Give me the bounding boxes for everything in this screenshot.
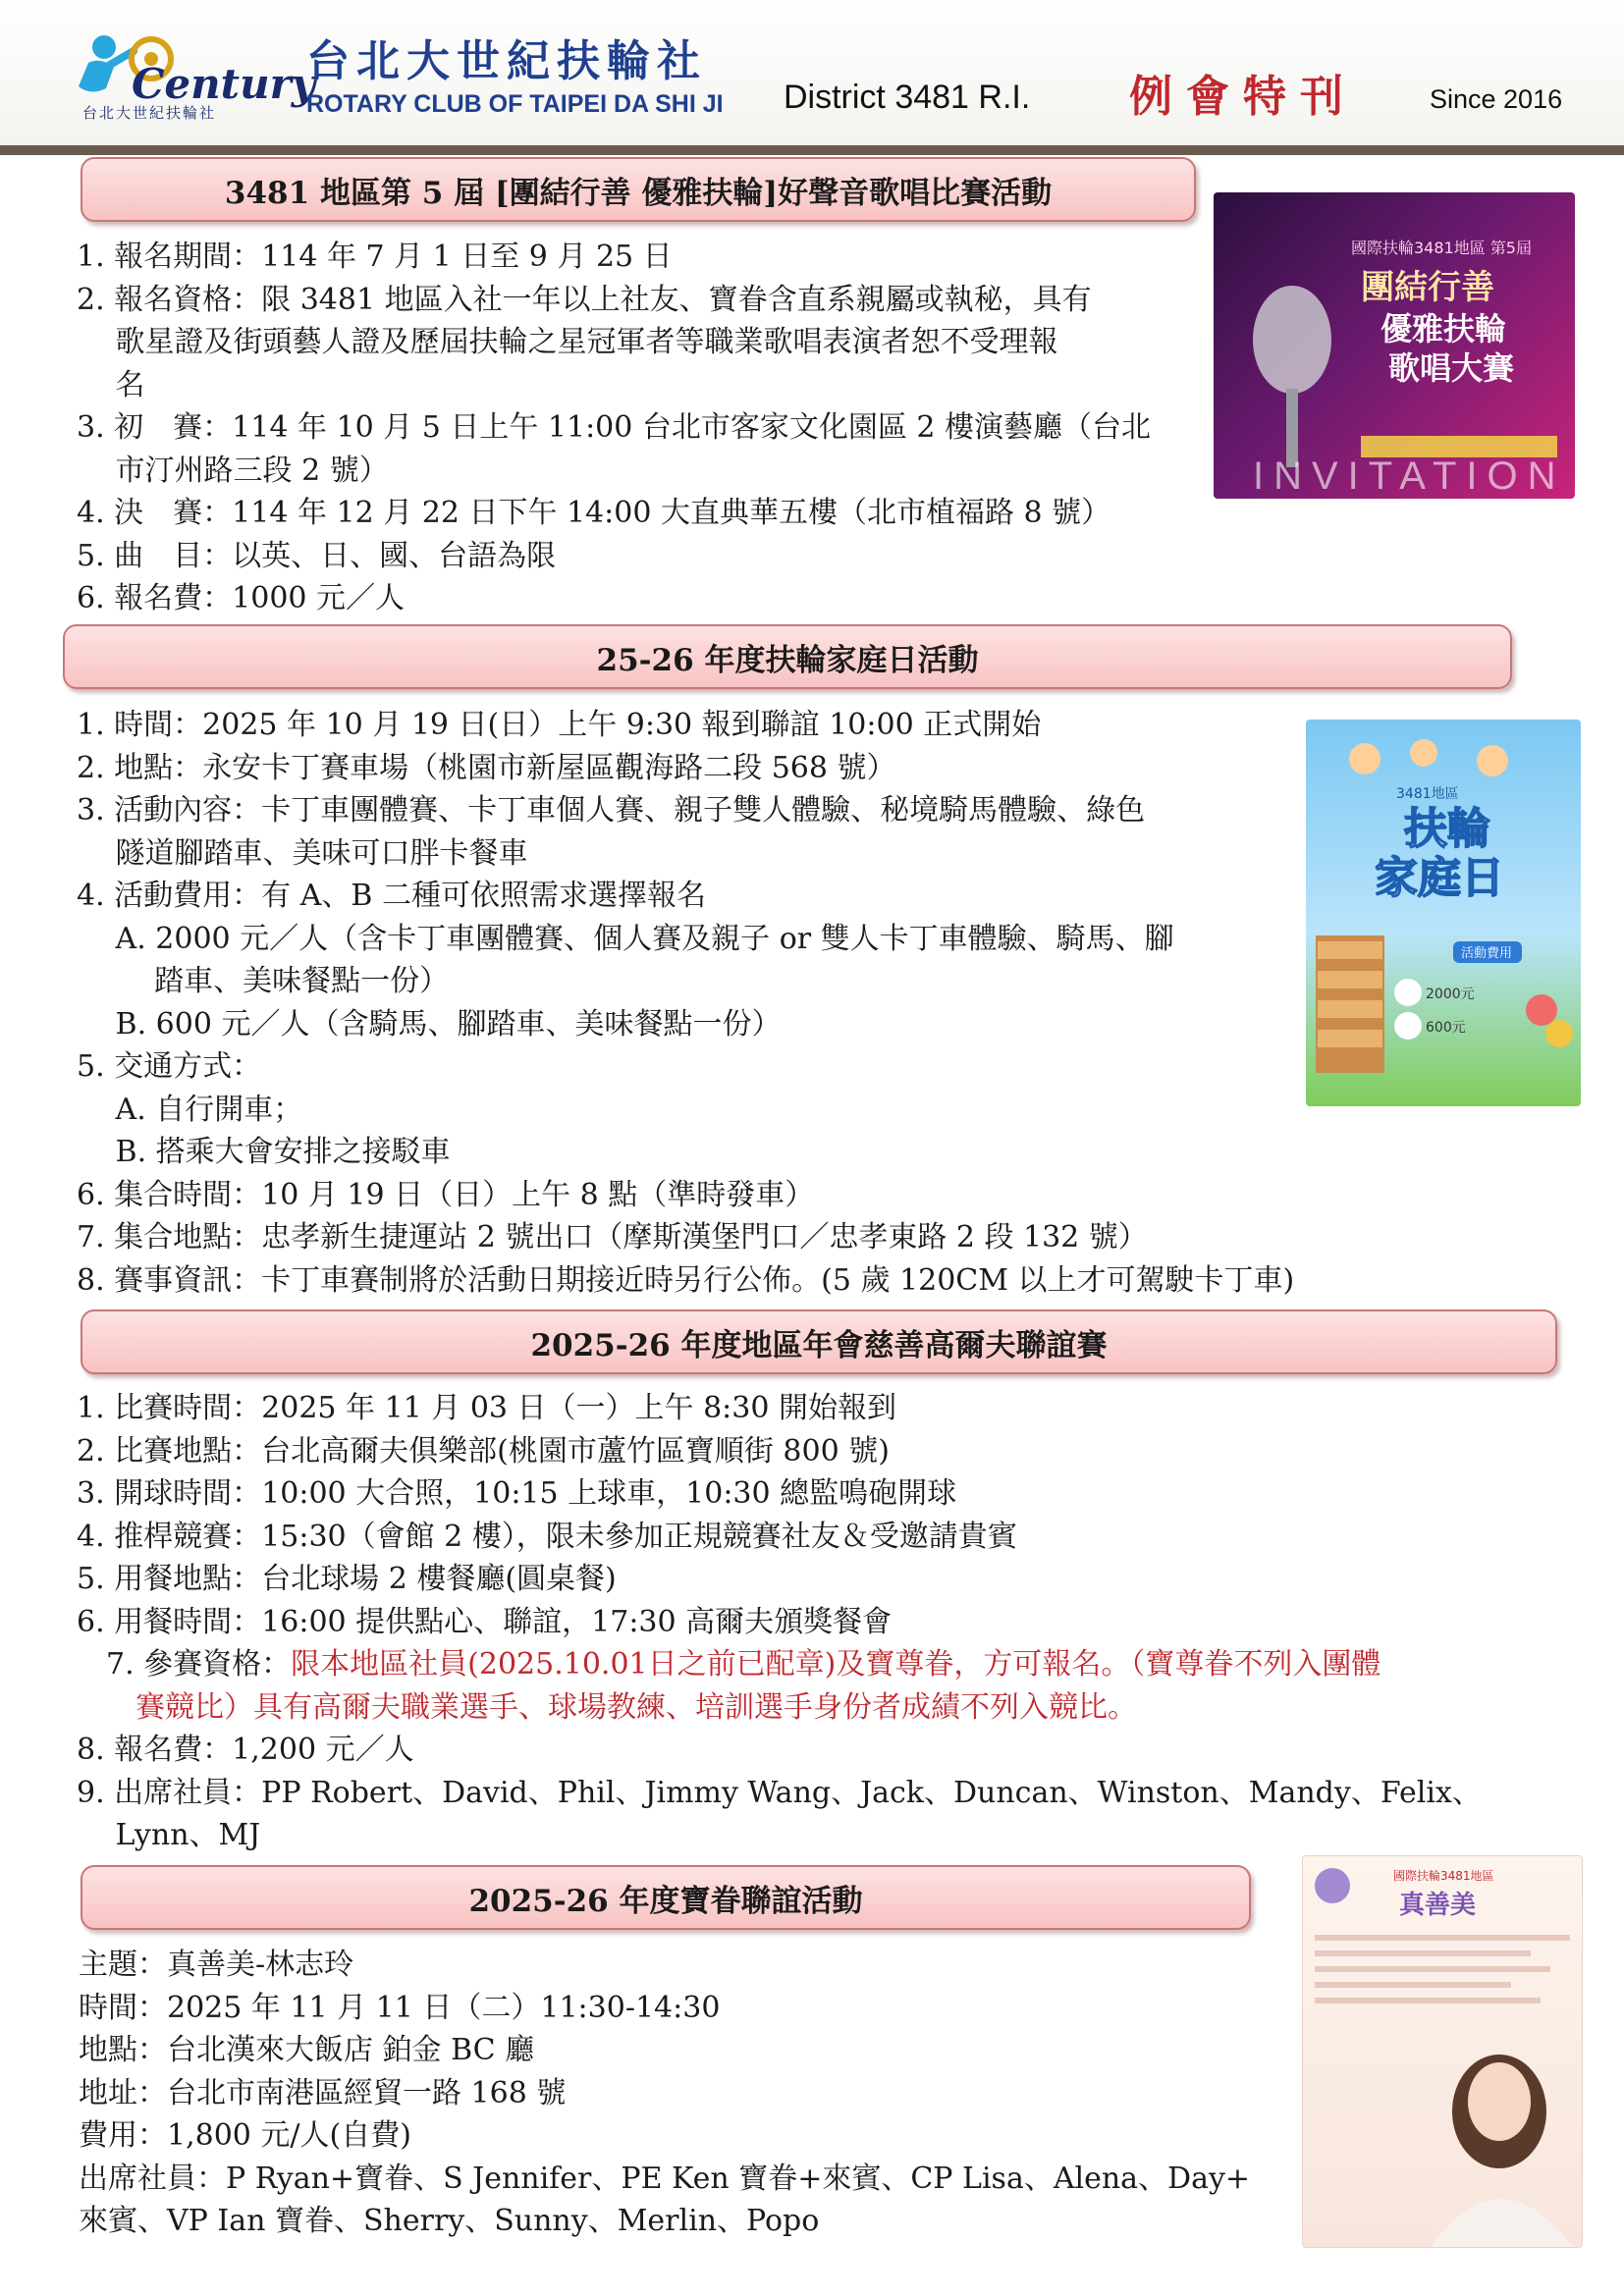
svg-text:INVITATION: INVITATION <box>1253 454 1566 498</box>
district-label: District 3481 R.I. <box>784 79 1031 116</box>
family-illustration-icon <box>1306 720 1581 1106</box>
list-item: 名 <box>77 367 145 402</box>
list-item: 來賓、VP Ian 寶眷、Sherry、Sunny、Merlin、Popo <box>79 2204 820 2238</box>
eligibility-text: 限本地區社員(2025.10.01日之前已配章)及寶尊眷，方可報名。（寶尊眷不列入團體 <box>291 1647 1381 1682</box>
list-item: B. 搭乘大會安排之接駁車 <box>77 1135 451 1169</box>
list-item: A. 2000 元／人（含卡丁車團體賽、個人賽及親子 or 雙人卡丁車體驗、騎馬、腳 <box>77 921 1174 956</box>
list-item: 1. 報名期間：114 年 7 月 1 日至 9 月 25 日 <box>77 240 673 274</box>
svg-text:真善美: 真善美 <box>1399 1891 1477 1920</box>
list-item: 2. 地點：永安卡丁賽車場（桃園市新屋區觀海路二段 568 號） <box>77 750 896 785</box>
svg-text:歌唱大賽: 歌唱大賽 <box>1388 349 1515 387</box>
svg-text:3481地區: 3481地區 <box>1396 786 1459 802</box>
svg-text:扶輪: 扶輪 <box>1404 804 1490 854</box>
singing-details-list <box>77 236 1151 620</box>
list-item: 歌星證及街頭藝人證及歷屆扶輪之星冠軍者等職業歌唱表演者恕不受理報 <box>77 325 1058 359</box>
microphone-icon <box>1214 192 1575 499</box>
svg-text:2000元: 2000元 <box>1426 987 1475 1002</box>
list-item: 4. 推桿競賽：15:30（會館 2 樓），限未參加正規競賽社友＆受邀請貴賓 <box>77 1519 1017 1554</box>
list-item-eligibility <box>77 1643 1482 1686</box>
list-item: 2. 報名資格：限 3481 地區入社一年以上社友、寶眷含直系親屬或執秘，具有 <box>77 282 1092 317</box>
list-item: 9. 出席社員：PP Robert、David、Phil、Jimmy Wang、Jack、Duncan、Winston、Mandy、Felix、 <box>77 1775 1482 1810</box>
list-item: 4. 決 賽：114 年 12 月 22 日下午 14:00 大直典華五樓（北市植福路 8 號） <box>77 496 1111 530</box>
list-item: 1. 時間：2025 年 10 月 19 日(日）上午 9:30 報到聯誼 10:00 正式開始 <box>77 708 1042 742</box>
section-title-golf: 2025-26 年度地區年會慈善高爾夫聯誼賽 <box>81 1309 1557 1374</box>
list-item: 6. 集合時間：10 月 19 日（日）上午 8 點（準時發車） <box>77 1177 815 1212</box>
svg-text:國際扶輪3481地區 第5屆: 國際扶輪3481地區 第5屆 <box>1351 239 1532 257</box>
list-item: 7. 集合地點：忠孝新生捷運站 2 號出口（摩斯漢堡門口／忠孝東路 2 段 132 號） <box>77 1220 1148 1255</box>
section-title-singing: 3481 地區第 5 屆 [團結行善 優雅扶輪]好聲音歌唱比賽活動 <box>81 157 1196 222</box>
since-label: Since 2016 <box>1430 84 1563 114</box>
list-item: 踏車、美味餐點一份） <box>77 964 450 998</box>
page-header <box>0 0 1624 155</box>
section-title-spouse-event: 2025-26 年度寶眷聯誼活動 <box>81 1865 1251 1930</box>
list-item: 費用：1,800 元/人(自費) <box>79 2118 411 2153</box>
club-name-en: ROTARY CLUB OF TAIPEI DA SHI JI <box>306 90 724 118</box>
list-item: 3. 活動內容：卡丁車團體賽、卡丁車個人賽、親子雙人體驗、秘境騎馬體驗、綠色 <box>77 793 1146 828</box>
family-day-poster-image <box>1306 720 1581 1106</box>
list-item: 5. 交通方式： <box>77 1049 262 1084</box>
golf-details-list <box>77 1387 1482 1857</box>
list-item: 6. 報名費：1000 元／人 <box>77 581 406 615</box>
list-item: 8. 賽事資訊：卡丁車賽制將於活動日期接近時另行公佈。(5 歲 120CM 以上才可駕駛卡丁車) <box>77 1262 1295 1298</box>
list-item: Lynn、MJ <box>77 1818 261 1852</box>
list-item: 6. 用餐時間：16:00 提供點心、聯誼，17:30 高爾夫頒獎餐會 <box>77 1604 893 1639</box>
list-item-eligibility-cont: 賽競比）具有高爾夫職業選手、球場教練、培訓選手身份者成績不列入競比。 <box>77 1689 1137 1725</box>
list-item: 出席社員：P Ryan+寶眷、S Jennifer、PE Ken 寶眷+來賓、CP Lisa、Alena、Day+ <box>79 2161 1251 2196</box>
list-item: 地址：台北市南港區經貿一路 168 號 <box>79 2075 567 2110</box>
svg-text:活動費用: 活動費用 <box>1461 946 1513 961</box>
singing-poster-image <box>1214 192 1575 499</box>
svg-text:優雅扶輪: 優雅扶輪 <box>1380 310 1507 347</box>
list-item: 8. 報名費：1,200 元／人 <box>77 1733 414 1767</box>
list-item: 市汀州路三段 2 號） <box>77 453 389 488</box>
logo-subtitle: 台北大世紀扶輪社 <box>82 104 217 122</box>
eligibility-label: 7. 參賽資格： <box>77 1647 292 1682</box>
svg-text:600元: 600元 <box>1426 1020 1466 1036</box>
svg-text:團結行善: 團結行善 <box>1361 268 1494 307</box>
section-title-family-day: 25-26 年度扶輪家庭日活動 <box>63 624 1512 689</box>
list-item: 2. 比賽地點：台北高爾夫俱樂部(桃園市蘆竹區寶順街 800 號) <box>77 1433 890 1468</box>
list-item: 主題：真善美-林志玲 <box>79 1948 354 1982</box>
list-item: 3. 開球時間：10:00 大合照，10:15 上球車，10:30 總監鳴砲開球 <box>77 1476 957 1511</box>
special-edition-title: 例會特刊 <box>1129 72 1357 122</box>
list-item: 5. 曲 目：以英、日、國、台語為限 <box>77 538 557 573</box>
svg-text:國際扶輪3481地區: 國際扶輪3481地區 <box>1393 1869 1494 1883</box>
portrait-illustration-icon <box>1303 1856 1582 2247</box>
list-item: 3. 初 賽：114 年 10 月 5 日上午 11:00 台北市客家文化園區 2 樓演藝廳（台北 <box>77 410 1152 445</box>
club-name-zh: 台北大世紀扶輪社 <box>306 36 707 86</box>
list-item: 時間：2025 年 11 月 11 日（二）11:30-14:30 <box>79 1990 721 2025</box>
list-item: A. 自行開車； <box>77 1092 303 1127</box>
spouse-event-poster-image <box>1302 1855 1583 2248</box>
list-item: 4. 活動費用：有 A、B 二種可依照需求選擇報名 <box>77 879 706 913</box>
family-day-details-list <box>77 704 1294 1302</box>
list-item: 5. 用餐地點：台北球場 2 樓餐廳(圓桌餐) <box>77 1562 617 1596</box>
svg-text:Century: Century <box>132 60 316 108</box>
list-item: 隧道腳踏車、美味可口胖卡餐車 <box>77 835 528 871</box>
list-item: B. 600 元／人（含騎馬、腳踏車、美味餐點一份） <box>77 1006 782 1041</box>
spouse-event-details-list <box>79 1944 1250 2243</box>
list-item: 1. 比賽時間：2025 年 11 月 03 日（一）上午 8:30 開始報到 <box>77 1391 896 1425</box>
list-item: 地點：台北漢來大飯店 鉑金 BC 廳 <box>79 2033 535 2067</box>
svg-text:家庭日: 家庭日 <box>1375 853 1504 903</box>
